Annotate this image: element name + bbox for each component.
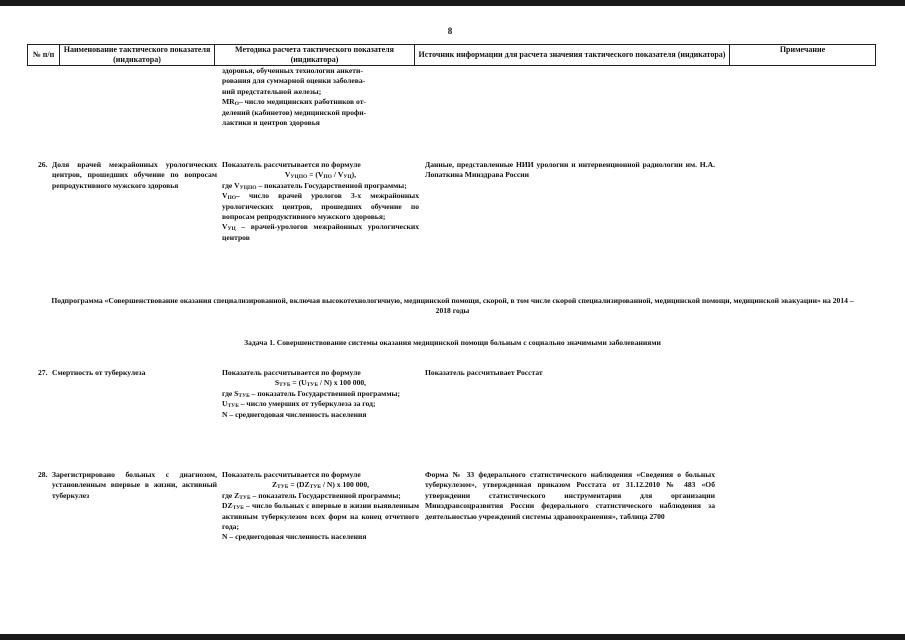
method-vpo — [222, 191, 419, 222]
top-border — [0, 0, 905, 6]
page-number: 8 — [447, 26, 453, 36]
method-vuc — [222, 222, 419, 243]
w-sub: УЦПО — [239, 184, 257, 191]
u: – число умерших от туберкулеза за год; — [238, 399, 376, 409]
w: где Z — [222, 490, 240, 500]
f: = (V — [307, 170, 324, 180]
method-where — [222, 389, 419, 399]
method-dz — [222, 501, 419, 532]
w: где S — [222, 388, 239, 398]
f: S — [274, 378, 280, 388]
header-method: Методика расчета тактического показателя (индикатора) — [215, 45, 415, 66]
cont-line: делений (кабинетов) медицинской профи- — [222, 107, 367, 117]
bottom-border — [0, 634, 905, 640]
dz: – число больных с впервые в жизни выявленным активным туберкулезом всех форм на конец отчетного года; — [222, 501, 419, 532]
subscript: O — [234, 101, 239, 108]
method-intro: Показатель рассчитывается по формуле — [222, 160, 361, 169]
task-title: Задача 1. Совершенствование системы оказания медицинской помощи больным с социально значимыми заболеваниями — [244, 338, 661, 347]
cont-line: лактики и центров здоровья — [222, 118, 320, 128]
f: V — [284, 170, 291, 180]
continuation-text — [222, 66, 419, 128]
method-where — [222, 491, 419, 501]
header-num: № п/п — [28, 45, 60, 66]
v: V — [222, 222, 228, 232]
w-sub: ТУБ — [238, 392, 250, 399]
method-u — [222, 399, 419, 409]
row-26-method — [222, 160, 419, 243]
dz-sub: ТУБ — [232, 505, 244, 512]
f: / N) x 100 000, — [320, 480, 370, 490]
method-n: N – среднегодовая численность населения — [222, 409, 367, 419]
subprogram-title: Подпрограмма «Совершенствование оказания специализированной, включая высокотехнологичную, медицинской помощи, скорой, в том числе скорой специализированной, медицинской помощи, медицинской эвакуации» на 2014 – 2018 годы — [51, 296, 854, 316]
method-formula — [222, 378, 419, 388]
w: где V — [222, 180, 240, 190]
f-sub: ПО — [323, 174, 332, 181]
cont-text: – число медицинских работников от- — [238, 97, 366, 107]
table-header — [27, 44, 876, 66]
row-28-method — [222, 470, 419, 543]
f: / V — [331, 170, 344, 180]
f: = (U — [290, 378, 307, 388]
u-sub: ТУБ — [227, 403, 239, 410]
row-26-name: Доля врачей межрайонных урологических центров, прошедших обучение по вопросам репродуктивного мужского здоровья — [52, 160, 217, 190]
v-sub: УЦ — [227, 226, 236, 233]
method-intro: Показатель рассчитывается по формуле — [222, 470, 361, 479]
w: – показатель Государственной программы; — [249, 388, 400, 398]
header-name: Наименование тактического показателя (индикатора) — [60, 45, 215, 66]
u: U — [222, 399, 228, 409]
cont-line — [222, 97, 419, 107]
f-sub: ТУБ — [277, 484, 289, 491]
method-formula — [222, 170, 419, 180]
f: / N) x 100 000, — [317, 378, 367, 388]
cont-line: рования для суммарной оценки заболева- — [222, 76, 366, 86]
w: – показатель Государственной программы; — [256, 180, 407, 190]
symbol: MR — [222, 97, 235, 107]
v: – врачей-урологов межрайонных урологических центров — [222, 222, 419, 242]
method-where — [222, 181, 419, 191]
row-28-source: Форма № 33 федерального статистического наблюдения «Сведения о больных туберкулезом», утвержденная приказом Росстата от 31.12.2010 № 483 «Об утверждении статистического инструментария для организации Минздравсоцразвития России федерального статистического наблюдения за деятельностью учреждений системы здравоохранения», таблица 2700 — [425, 470, 715, 521]
v: – число врачей урологов 3-х межрайонных урологических центров, прошедших обучение по вопросам репродуктивного мужского здоровья; — [222, 191, 419, 222]
v: V — [222, 191, 228, 201]
row-26-number: 26. — [38, 160, 48, 169]
row-27-source: Показатель рассчитывает Росстат — [425, 368, 543, 377]
row-27-number: 27. — [38, 368, 48, 377]
f-sub: УЦПО — [290, 174, 308, 181]
w-sub: ТУБ — [239, 494, 251, 501]
cont-line: ний предстательной железы; — [222, 86, 322, 96]
f: ), — [351, 170, 357, 180]
f-sub: ТУБ — [279, 382, 291, 389]
header-note: Примечание — [730, 45, 876, 66]
row-26-source: Данные, представленные НИИ урологии и интервенционной радиологии им. Н.А. Лопаткина Минздрава России — [425, 160, 715, 180]
dz: DZ — [222, 501, 233, 511]
f-sub: УЦ — [343, 174, 352, 181]
w: – показатель Государственной программы; — [250, 490, 401, 500]
header-source: Источник информации для расчета значения тактического показателя (индикатора) — [415, 45, 730, 66]
method-intro: Показатель рассчитывается по формуле — [222, 368, 361, 377]
method-formula — [222, 480, 419, 490]
cont-line: здоровья, обученных технологии анкети- — [222, 66, 363, 75]
row-27-method — [222, 368, 419, 420]
v-sub: ПО — [227, 195, 237, 202]
f: = (DZ — [288, 480, 310, 490]
f-sub: ТУБ — [309, 484, 321, 491]
method-n: N – среднегодовая численность населения — [222, 532, 367, 542]
f: Z — [271, 480, 278, 490]
f-sub: ТУБ — [306, 382, 318, 389]
row-28-name: Зарегистрировано больных с диагнозом, установленным впервые в жизни, активный туберкулез — [52, 470, 217, 500]
row-28-number: 28. — [38, 470, 48, 479]
row-27-name: Смертность от туберкулеза — [52, 368, 146, 377]
